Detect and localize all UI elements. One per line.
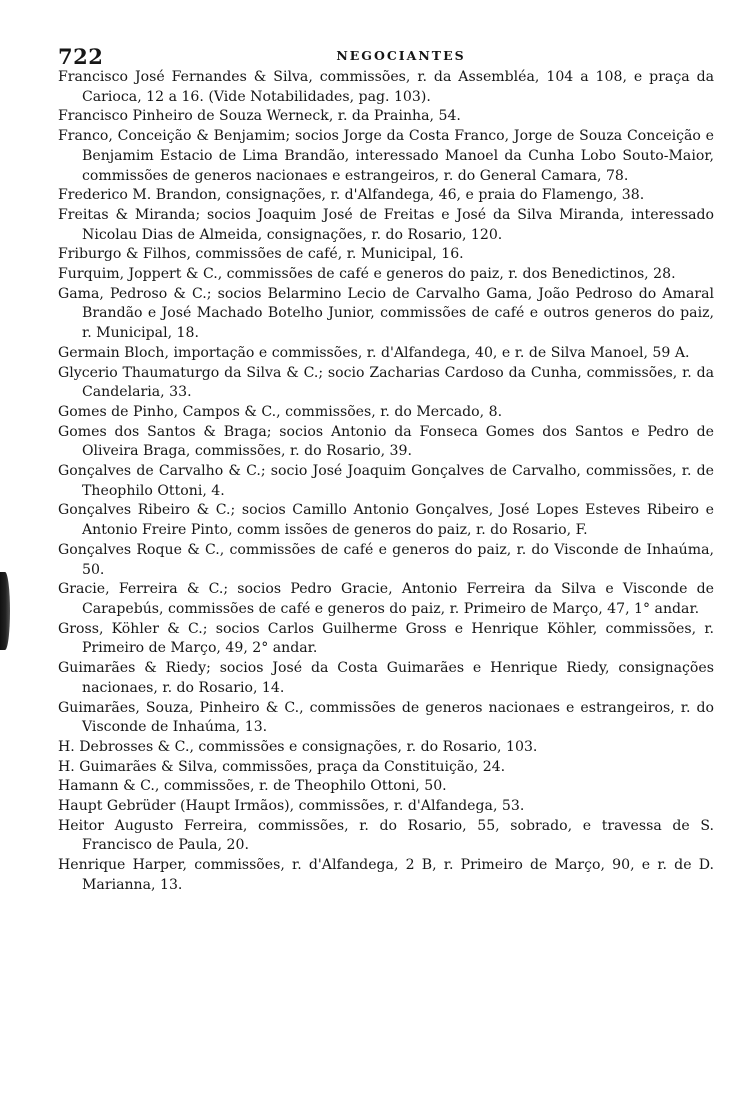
merchant-entry: Guimarães, Souza, Pinheiro & C., commissões de generos nacionaes e estrangeiros, r. do Visconde de Inhaúma, 13. [58,699,714,736]
merchant-entry: Haupt Gebrüder (Haupt Irmãos), commissões, r. d'Alfandega, 53. [58,798,525,815]
merchant-entry: Glycerio Thaumaturgo da Silva & C.; socio Zacharias Cardoso da Cunha, commissões, r. da Candelaria, 33. [58,364,714,401]
merchant-entry: Germain Bloch, importação e commissões, r. d'Alfandega, 40, e r. de Silva Manoel, 59 A. [58,344,690,361]
merchant-entry: Francisco Pinheiro de Souza Werneck, r. da Prainha, 54. [58,108,461,125]
merchant-entry: Gonçalves de Carvalho & C.; socio José Joaquim Gonçalves de Carvalho, commissões, r. de Theophilo Ottoni, 4. [58,463,714,499]
running-head: NEGOCIANTES [336,48,466,63]
merchant-entry: Gonçalves Roque & C., commissões de café e generos do paiz, r. do Visconde de Inhaúma, 50. [58,541,714,578]
merchant-entry: Gross, Köhler & C.; socios Carlos Guilherme Gross e Henrique Köhler, commissões, r. Primeiro de Março, 49, 2° andar. [58,620,714,657]
merchant-entry: Frederico M. Brandon, consignações, r. d'Alfandega, 46, e praia do Flamengo, 38. [58,187,645,204]
merchant-entry: H. Debrosses & C., commissões e consignações, r. do Rosario, 103. [58,738,538,755]
merchant-entry: Gonçalves Ribeiro & C.; socios Camillo Antonio Gonçalves, José Lopes Esteves Ribeiro e Antonio Freire Pinto, comm issões de generos do paiz, r. do Rosario, F. [58,502,714,539]
merchant-entry: Freitas & Miranda; socios Joaquim José de Freitas e José da Silva Miranda, interessado Nicolau Dias de Almeida, consignações, r. do Rosario, 120. [58,206,714,243]
merchant-entry: Friburgo & Filhos, commissões de café, r. Municipal, 16. [58,246,464,263]
merchant-entry: H. Guimarães & Silva, commissões, praça da Constituição, 24. [58,758,506,775]
merchant-entry: Furquim, Joppert & C., commissões de café e generos do paiz, r. dos Benedictinos, 28. [58,266,676,283]
binding-shadow [0,572,10,650]
merchant-entry: Heitor Augusto Ferreira, commissões, r. do Rosario, 55, sobrado, e travessa de S. Francisco de Paula, 20. [58,817,714,854]
merchant-entry: Francisco José Fernandes & Silva, commissões, r. da Assembléa, 104 a 108, e praça da Carioca, 12 a 16. (Vide Notabilidades, pag. 103). [58,69,714,105]
merchant-entry: Hamann & C., commissões, r. de Theophilo Ottoni, 50. [58,778,447,795]
merchant-entry: Guimarães & Riedy; socios José da Costa Guimarães e Henrique Riedy, consignações nacionaes, r. do Rosario, 14. [58,660,714,696]
page-number: 722 [58,44,104,69]
merchant-entry: Gomes de Pinho, Campos & C., commissões, r. do Mercado, 8. [58,403,503,420]
merchant-list [58,68,714,896]
page-header [58,42,714,69]
merchant-entry: Franco, Conceição & Benjamim; socios Jorge da Costa Franco, Jorge de Souza Conceição e Benjamim Estacio de Lima Brandão, interessado Manoel da Cunha Lobo Souto-Maior, commissões de generos nacionaes e estrangeiros, r. do General Camara, 78. [58,128,714,184]
merchant-entry: Gama, Pedroso & C.; socios Belarmino Lecio de Carvalho Gama, João Pedroso do Amaral Brandão e José Machado Botelho Junior, commissões de café e outros generos do paiz, r. Municipal, 18. [58,285,714,342]
merchant-entry: Gomes dos Santos & Braga; socios Antonio da Fonseca Gomes dos Santos e Pedro de Oliveira Braga, commissões, r. do Rosario, 39. [58,423,714,460]
merchant-entry: Gracie, Ferreira & C.; socios Pedro Gracie, Antonio Ferreira da Silva e Visconde de Carapebús, commissões de café e generos do paiz, r. Primeiro de Março, 47, 1° andar. [58,581,714,617]
merchant-entry: Henrique Harper, commissões, r. d'Alfandega, 2 B, r. Primeiro de Março, 90, e r. de D. Marianna, 13. [58,857,714,893]
